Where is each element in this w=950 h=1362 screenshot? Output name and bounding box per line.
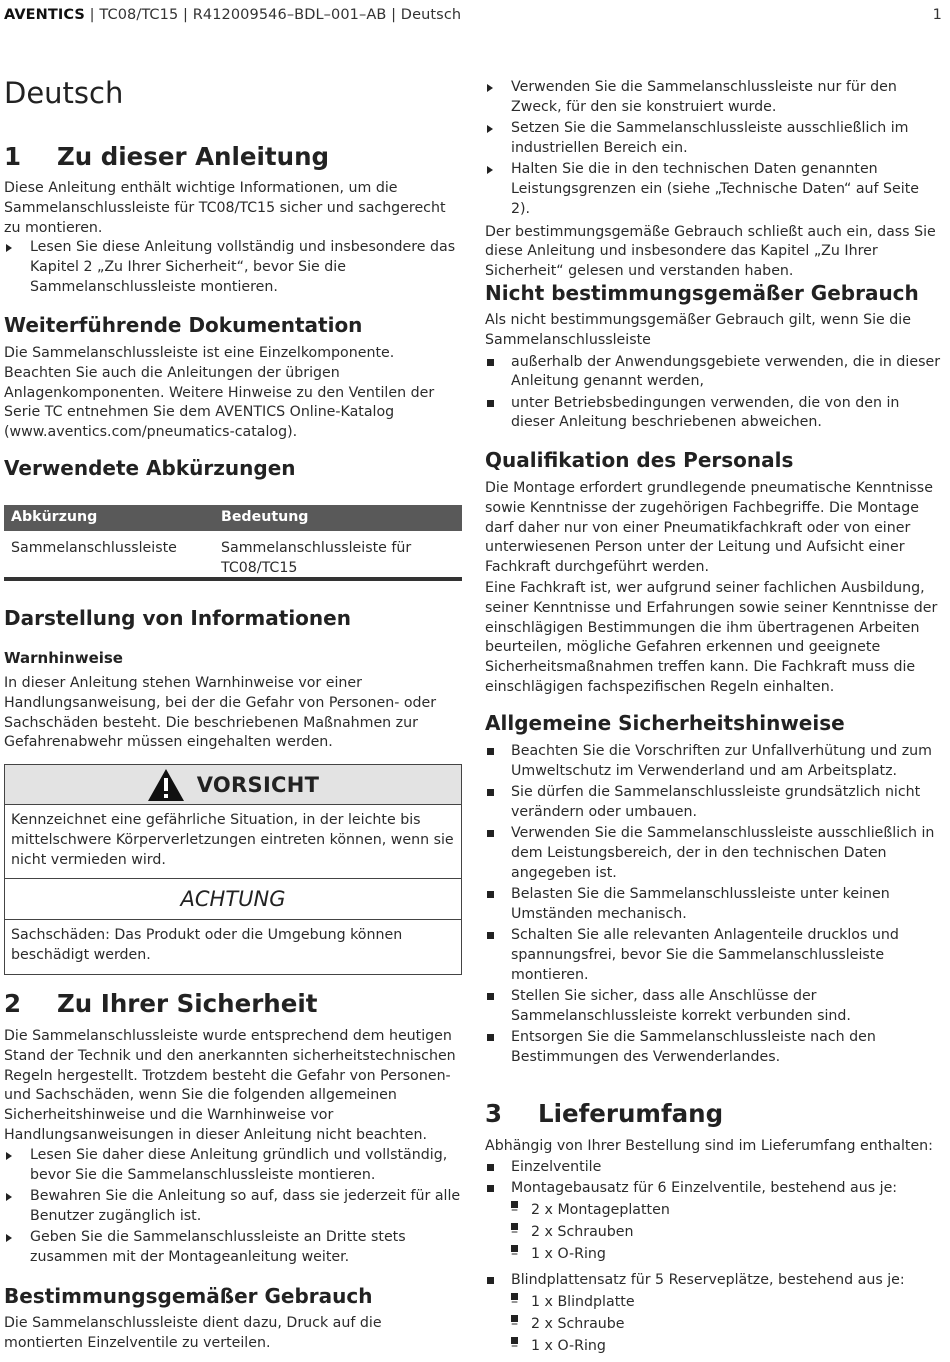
caution-header [5,765,461,805]
sub-list-item: – 2 x Schrauben [485,1223,942,1243]
intended-use-text: Die Sammelanschlussleiste dient dazu, Druck auf die montierten Einzelventile zu verteilen. [4,1315,382,1351]
list-item [485,1179,942,1265]
action-item: Verwenden Sie die Sammelanschlussleiste nur für den Zweck, für den sie konstruiert wurde. [485,78,942,118]
chapter-3-number: 3 [485,1099,503,1128]
list-item: Verwenden Sie die Sammelanschlussleiste ausschließlich in dem Leistungsbereich, der in den technischen Daten angegeben ist. [485,824,942,883]
list-item [485,1271,942,1357]
document-info: | TC08/TC15 | R412009546–BDL–001–AB | Deutsch [84,7,462,23]
misuse-list [485,353,942,434]
sub-list [485,1293,942,1357]
info-heading: Darstellung von Informationen [4,606,351,630]
column-header-meaning: Bedeutung [214,505,462,531]
list-item: Einzelventile [485,1158,942,1178]
chapter-2-intro: Die Sammelanschlussleiste wurde entsprechend dem heutigen Stand der Technik und den anerkannten sicherheitstechnischen Regeln hergestellt. Trotzdem besteht die Gefahr von Personen- und Sachschäden, wenn Sie die folgenden allgemeinen Sicherheitshinweise und die Warnhinweise vor Handlungsanweisungen in dieser Anleitung nicht beachten. [4,1028,456,1143]
caution-text: Kennzeichnet eine gefährliche Situation, in der leichte bis mittelschwere Körperverletzungen eintreten können, wenn sie nicht vermieden wird. [11,812,454,868]
docs-text: Die Sammelanschlussleiste ist eine Einzelkomponente. Beachten Sie auch die Anleitungen der übrigen Anlagenkomponenten. Weitere Hinweise zu den Ventilen der Serie TC entnehmen Sie dem AVENTICS Online-Katalog (www.aventics.com/pneumatics-catalog). [4,345,435,441]
chapter-2-actions [4,1146,462,1268]
list-item: Sie dürfen die Sammelanschlussleiste grundsätzlich nicht verändern oder umbauen. [485,783,942,823]
page-number: 1 [932,7,942,23]
chapter-2-title: Zu Ihrer Sicherheit [57,989,318,1018]
warning-box [4,764,462,975]
intended-use-continued [485,78,942,282]
misuse-body [485,311,942,435]
table-cell: Sammelanschlussleiste für TC08/TC15 [221,540,412,576]
qualification-heading: Qualifikation des Personals [485,448,794,472]
general-safety-heading: Allgemeine Sicherheitshinweise [485,711,845,735]
warnings-subheading: Warnhinweise [4,649,123,667]
sub-list-item: – 1 x O-Ring [485,1337,942,1357]
intended-use-heading: Bestimmungsgemäßer Gebrauch [4,1284,373,1308]
brand-name: AVENTICS [4,7,85,23]
sub-list-item: – 1 x Blindplatte [485,1293,942,1313]
action-item: Setzen Sie die Sammelanschlussleiste ausschließlich im industriellen Bereich ein. [485,119,942,159]
notice-text: Sachschäden: Das Produkt oder die Umgebung können beschädigt werden. [11,927,403,964]
delivery-list [485,1158,942,1357]
action-item: Geben Sie die Sammelanschlussleiste an Dritte stets zusammen mit der Montageanleitung weiter. [4,1228,462,1268]
abbreviations-heading: Verwendete Abkürzungen [4,456,296,480]
chapter-1-intro: Diese Anleitung enthält wichtige Informationen, um die Sammelanschlussleiste für TC08/TC15 sicher und sachgerecht zu montieren. [4,180,446,236]
chapter-1-body [4,179,462,299]
intended-use-actions [485,78,942,220]
list-item: Beachten Sie die Vorschriften zur Unfallverhütung und zum Umweltschutz im Verwenderland und am Arbeitsplatz. [485,742,942,782]
qualification-body [485,479,942,698]
sub-list-item: – 2 x Montageplatten [485,1201,942,1221]
warnings-body [4,674,462,753]
table-cell: Sammelanschlussleiste [11,540,177,556]
action-item: Lesen Sie daher diese Anleitung gründlich und vollständig, bevor Sie die Sammelanschlussleiste montieren. [4,1146,462,1186]
chapter-1-number: 1 [4,142,22,171]
caution-signal-word: VORSICHT [196,772,320,797]
table-header-row [4,505,462,531]
column-header-abbreviation: Abkürzung [4,505,214,531]
sub-list-item: – 1 x O-Ring [485,1245,942,1265]
misuse-heading: Nicht bestimmungsgemäßer Gebrauch [485,281,919,305]
list-item: Schalten Sie alle relevanten Anlagenteile drucklos und spannungsfrei, bevor Sie die Sammelanschlussleiste montieren. [485,926,942,985]
list-item: Entsorgen Sie die Sammelanschlussleiste nach den Bestimmungen des Verwenderlandes. [485,1028,942,1068]
list-item-text: Montagebausatz für 6 Einzelventile, bestehend aus je: [511,1180,898,1197]
chapter-2-number: 2 [4,989,22,1018]
chapter-3-intro: Abhängig von Ihrer Bestellung sind im Lieferumfang enthalten: [485,1138,933,1154]
chapter-3-body [485,1137,942,1359]
action-item: Lesen Sie diese Anleitung vollständig und insbesondere das Kapitel 2 „Zu Ihrer Sicherheit“, bevor Sie die Sammelanschlussleiste montieren. [4,238,462,297]
sub-list-item: – 2 x Schraube [485,1315,942,1335]
chapter-2-body [4,1027,462,1269]
list-item: Stellen Sie sicher, dass alle Anschlüsse der Sammelanschlussleiste korrekt verbunden sind. [485,987,942,1027]
chapter-1-title: Zu dieser Anleitung [57,142,330,171]
notice-signal-word: ACHTUNG [5,878,461,920]
chapter-1-actions [4,238,462,297]
warnings-text: In dieser Anleitung stehen Warnhinweise vor einer Handlungsanweisung, bei der die Gefahr von Personen- oder Sachschäden besteht. Die beschriebenen Maßnahmen zur Gefahrenabwehr müssen eingehalten werden. [4,675,437,751]
abbreviations-table [4,505,462,586]
docs-body [4,344,462,443]
misuse-text: Als nicht bestimmungsgemäßer Gebrauch gilt, wenn Sie die Sammelanschlussleiste [485,312,911,348]
qualification-text-1: Die Montage erfordert grundlegende pneumatische Kenntnisse sowie Kenntnisse der zugehörigen Fachbegriffe. Die Montage darf daher nur von einer Pneumatikfachkraft oder von einer unterwiesenen Person unter der Leitung und Aufsicht einer Fachkraft durchgeführt werden. [485,480,933,576]
language-title: Deutsch [4,76,124,110]
intended-use-body [4,1314,462,1354]
page-header [4,7,942,27]
list-item-text: Blindplattensatz für 5 Reserveplätze, bestehend aus je: [511,1272,905,1289]
general-safety-list [485,742,942,1068]
warning-triangle-icon [147,768,185,802]
list-item: Belasten Sie die Sammelanschlussleiste unter keinen Umständen mechanisch. [485,885,942,925]
list-item: außerhalb der Anwendungsgebiete verwenden, die in dieser Anleitung genannt werden, [485,353,942,393]
chapter-1-heading [4,142,329,171]
action-item: Bewahren Sie die Anleitung so auf, dass sie jederzeit für alle Benutzer zugänglich ist. [4,1187,462,1227]
general-safety-body [485,742,942,1069]
list-item: unter Betriebsbedingungen verwenden, die von den in dieser Anleitung beschriebenen abweichen. [485,394,942,434]
docs-heading: Weiterführende Dokumentation [4,313,363,337]
action-item: Halten Sie die in den technischen Daten genannten Leistungsgrenzen ein (siehe „Technische Daten“ auf Seite 2). [485,160,942,219]
chapter-3-title: Lieferumfang [538,1099,724,1128]
table-bottom-rule [4,577,462,581]
sub-list [485,1201,942,1265]
chapter-3-heading [485,1099,723,1128]
intended-use-note: Der bestimmungsgemäße Gebrauch schließt auch ein, dass Sie diese Anleitung und insbesondere das Kapitel „Zu Ihrer Sicherheit“ gelesen und verstanden haben. [485,223,936,280]
qualification-text-2: Eine Fachkraft ist, wer aufgrund seiner fachlichen Ausbildung, seiner Kenntnisse und Erfahrungen sowie seiner Kenntnisse der einschlägigen Bestimmungen die ihm übertragenen Arbeiten beurteilen, mögliche Gefahren erkennen und geeignete Sicherheitsmaßnahmen treffen kann. Die Fachkraft muss die einschlägigen fachspezifischen Regeln einhalten. [485,579,938,695]
chapter-2-heading [4,989,317,1018]
